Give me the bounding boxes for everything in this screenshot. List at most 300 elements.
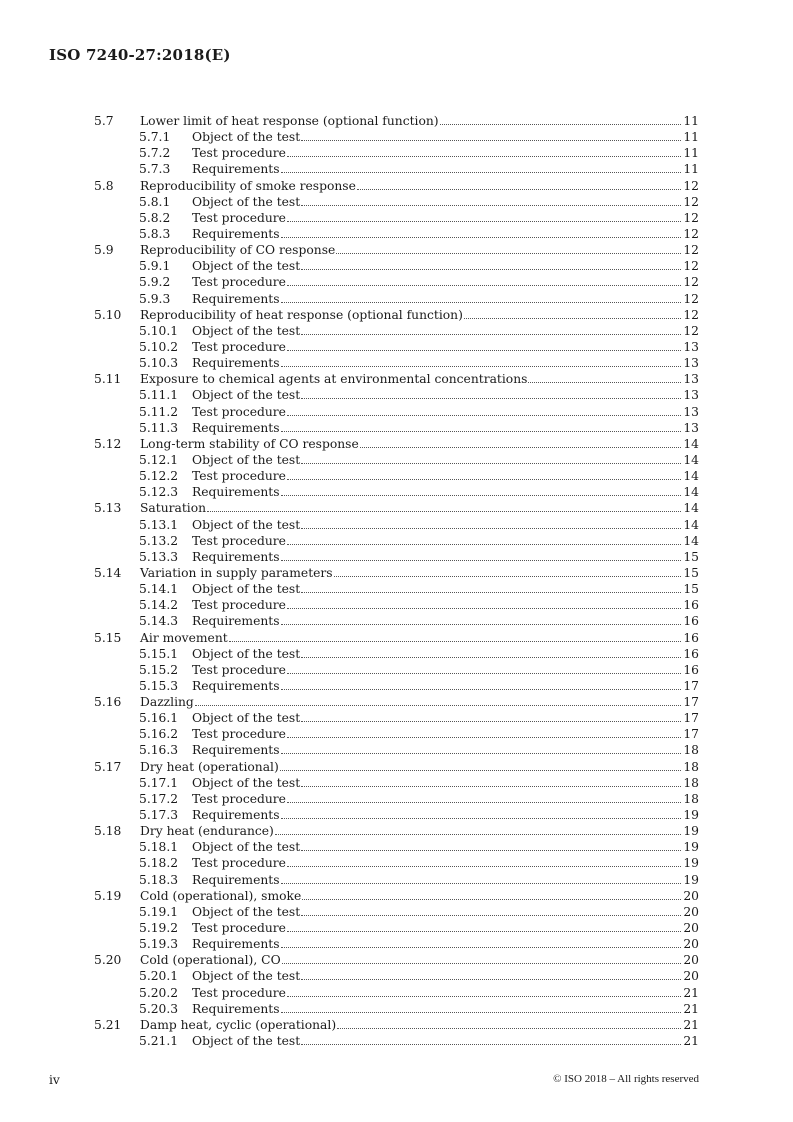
dot-leader [287, 920, 681, 932]
toc-entry[interactable] [94, 307, 699, 323]
toc-entry-page: 19 [683, 872, 699, 887]
toc-entry-title: Test procedure [192, 791, 286, 806]
toc-entry-line [192, 129, 699, 145]
toc-entry-title: Object of the test [192, 582, 301, 597]
toc-entry-page: 19 [683, 856, 699, 871]
toc-entry-title: Object of the test [192, 323, 301, 338]
toc-entry-line [192, 678, 699, 694]
toc-entry[interactable] [94, 194, 699, 210]
toc-entry-page: 17 [683, 678, 699, 693]
toc-entry-line [140, 888, 699, 904]
toc-entry[interactable] [94, 1033, 699, 1049]
toc-entry-title: Test procedure [192, 469, 286, 484]
toc-entry-title: Air movement [140, 630, 228, 645]
toc-entry-line [192, 1033, 699, 1049]
toc-entry[interactable] [94, 710, 699, 726]
toc-entry-title: Test procedure [192, 404, 286, 419]
toc-entry-line [192, 452, 699, 468]
toc-entry-title: Dry heat (endurance) [140, 824, 274, 839]
toc-entry-line [192, 484, 699, 500]
dot-leader [302, 888, 681, 900]
toc-entry-title: Test procedure [192, 146, 286, 161]
toc-entry[interactable] [94, 613, 699, 629]
toc-entry-page: 18 [683, 791, 699, 806]
toc-entry-number: 5.17.2 [139, 791, 179, 806]
toc-entry-number: 5.9.3 [139, 291, 171, 306]
toc-entry-title: Object of the test [192, 840, 301, 855]
toc-entry-page: 11 [683, 146, 699, 161]
toc-entry-number: 5.17 [94, 759, 122, 774]
toc-entry-title: Cold (operational), CO [140, 953, 281, 968]
toc-entry-title: Reproducibility of smoke response [140, 178, 356, 193]
dot-leader [281, 484, 682, 496]
toc-entry[interactable] [94, 145, 699, 161]
toc-entry[interactable] [94, 742, 699, 758]
toc-entry-page: 14 [683, 533, 699, 548]
toc-entry[interactable] [94, 985, 699, 1001]
toc-entry[interactable] [94, 823, 699, 839]
toc-entry-line [192, 291, 699, 307]
toc-entry-number: 5.11.1 [139, 388, 179, 403]
toc-entry-page: 13 [683, 388, 699, 403]
toc-entry-title: Dazzling [140, 695, 194, 710]
dot-leader [464, 307, 681, 319]
toc-entry-number: 5.14 [94, 565, 122, 580]
toc-entry-line [192, 613, 699, 629]
toc-entry-page: 12 [683, 259, 699, 274]
toc-entry-line [192, 387, 699, 403]
toc-entry-title: Requirements [192, 226, 280, 241]
toc-entry[interactable] [94, 242, 699, 258]
toc-entry-number: 5.9.1 [139, 259, 171, 274]
toc-entry-number: 5.13.3 [139, 549, 179, 564]
toc-entry-line [140, 307, 699, 323]
toc-entry[interactable] [94, 839, 699, 855]
toc-entry-title: Object of the test [192, 904, 301, 919]
toc-entry-title: Object of the test [192, 194, 301, 209]
toc-entry-line [192, 920, 699, 936]
dot-leader [287, 662, 681, 674]
toc-entry-number: 5.11.2 [139, 404, 179, 419]
toc-entry-number: 5.19.1 [139, 904, 179, 919]
toc-entry-title: Requirements [192, 356, 280, 371]
dot-leader [281, 420, 682, 432]
toc-entry-number: 5.20.1 [139, 969, 179, 984]
toc-entry-number: 5.18.3 [139, 872, 179, 887]
dot-leader [281, 936, 682, 948]
toc-entry-page: 16 [683, 662, 699, 677]
toc-entry-page: 12 [683, 275, 699, 290]
toc-entry-line [140, 178, 699, 194]
toc-entry-title: Test procedure [192, 275, 286, 290]
toc-entry[interactable] [94, 274, 699, 290]
toc-entry-page: 20 [683, 921, 699, 936]
toc-entry-title: Requirements [192, 872, 280, 887]
toc-entry-title: Requirements [192, 937, 280, 952]
toc-entry-title: Test procedure [192, 921, 286, 936]
dot-leader [281, 613, 682, 625]
toc-entry-number: 5.10.3 [139, 356, 179, 371]
toc-entry-page: 14 [683, 469, 699, 484]
toc-entry-title: Test procedure [192, 533, 286, 548]
toc-entry-title: Reproducibility of heat response (optional function) [140, 307, 463, 322]
toc-entry-title: Object of the test [192, 969, 301, 984]
toc-entry-number: 5.18.1 [139, 840, 179, 855]
dot-leader [301, 646, 681, 658]
toc-entry-page: 17 [683, 695, 699, 710]
toc-entry[interactable] [94, 888, 699, 904]
toc-entry-title: Requirements [192, 678, 280, 693]
toc-entry[interactable] [94, 452, 699, 468]
toc-entry-number: 5.9 [94, 243, 114, 258]
toc-entry-title: Requirements [192, 808, 280, 823]
toc-entry-title: Object of the test [192, 452, 301, 467]
toc-entry[interactable] [94, 904, 699, 920]
toc-entry-page: 21 [683, 1034, 699, 1049]
toc-entry-title: Requirements [192, 162, 280, 177]
toc-entry-title: Test procedure [192, 985, 286, 1000]
toc-entry-line [140, 694, 699, 710]
toc-entry-page: 13 [683, 404, 699, 419]
toc-entry-line [192, 872, 699, 888]
toc-entry-title: Test procedure [192, 662, 286, 677]
toc-entry-number: 5.12.3 [139, 485, 179, 500]
toc-entry[interactable] [94, 484, 699, 500]
toc-entry[interactable] [94, 291, 699, 307]
dot-leader [287, 274, 681, 286]
dot-leader [281, 355, 682, 367]
toc-entry-number: 5.16.3 [139, 743, 179, 758]
toc-entry-title: Object of the test [192, 130, 301, 145]
copyright-notice: © ISO 2018 – All rights reserved [553, 1073, 699, 1085]
toc-entry-page: 15 [683, 582, 699, 597]
toc-entry-line [140, 823, 699, 839]
document-header: ISO 7240-27:2018(E) [49, 46, 231, 64]
dot-leader [528, 371, 681, 383]
dot-leader [337, 1017, 681, 1029]
toc-entry-title: Requirements [192, 1001, 280, 1016]
dot-leader [360, 436, 682, 448]
toc-entry-number: 5.7.1 [139, 130, 171, 145]
toc-entry-page: 16 [683, 614, 699, 629]
toc-entry-number: 5.19.3 [139, 937, 179, 952]
toc-entry-title: Test procedure [192, 598, 286, 613]
toc-entry-title: Damp heat, cyclic (operational) [140, 1017, 337, 1032]
toc-entry-page: 12 [683, 307, 699, 322]
toc-entry[interactable] [94, 759, 699, 775]
dot-leader [275, 823, 681, 835]
toc-entry-line [192, 581, 699, 597]
dot-leader [334, 565, 682, 577]
dot-leader [301, 194, 681, 206]
toc-entry-number: 5.18 [94, 824, 122, 839]
toc-entry-page: 20 [683, 969, 699, 984]
toc-entry-page: 14 [683, 452, 699, 467]
toc-entry-title: Cold (operational), smoke [140, 888, 302, 903]
toc-entry-title: Object of the test [192, 388, 301, 403]
toc-entry[interactable] [94, 339, 699, 355]
toc-entry[interactable] [94, 436, 699, 452]
toc-entry-number: 5.17.1 [139, 775, 179, 790]
dot-leader [301, 904, 681, 916]
dot-leader [282, 952, 682, 964]
toc-entry-number: 5.17.3 [139, 808, 179, 823]
toc-entry[interactable] [94, 517, 699, 533]
toc-entry[interactable] [94, 855, 699, 871]
toc-entry-number: 5.13.1 [139, 517, 179, 532]
table-of-contents [94, 113, 699, 1049]
toc-entry[interactable] [94, 1001, 699, 1017]
toc-entry[interactable] [94, 468, 699, 484]
toc-entry-line [140, 371, 699, 387]
toc-entry-line [140, 759, 699, 775]
toc-entry-page: 13 [683, 356, 699, 371]
toc-entry-page: 20 [683, 904, 699, 919]
toc-entry-line [192, 775, 699, 791]
toc-entry-page: 12 [683, 178, 699, 193]
toc-entry-page: 20 [683, 937, 699, 952]
toc-entry-number: 5.7.2 [139, 146, 171, 161]
toc-entry-number: 5.15.2 [139, 662, 179, 677]
dot-leader [287, 855, 681, 867]
toc-entry[interactable] [94, 678, 699, 694]
toc-entry-page: 11 [683, 162, 699, 177]
toc-entry[interactable] [94, 726, 699, 742]
toc-entry-line [192, 210, 699, 226]
toc-entry-number: 5.10.2 [139, 339, 179, 354]
dot-leader [301, 710, 681, 722]
toc-entry-page: 17 [683, 727, 699, 742]
toc-entry[interactable] [94, 775, 699, 791]
toc-entry[interactable] [94, 565, 699, 581]
toc-entry-line [192, 597, 699, 613]
toc-entry[interactable] [94, 630, 699, 646]
toc-entry-line [140, 630, 699, 646]
toc-entry[interactable] [94, 355, 699, 371]
toc-entry[interactable] [94, 161, 699, 177]
toc-entry-number: 5.18.2 [139, 856, 179, 871]
dot-leader [280, 759, 682, 771]
toc-entry-page: 18 [683, 759, 699, 774]
dot-leader [440, 113, 682, 125]
toc-entry-title: Variation in supply parameters [140, 565, 333, 580]
dot-leader [281, 872, 682, 884]
toc-entry-page: 19 [683, 808, 699, 823]
dot-leader [336, 242, 681, 254]
toc-entry-number: 5.16.1 [139, 711, 179, 726]
toc-entry[interactable] [94, 952, 699, 968]
dot-leader [301, 323, 681, 335]
toc-entry-number: 5.14.3 [139, 614, 179, 629]
toc-entry-title: Requirements [192, 420, 280, 435]
toc-entry-page: 14 [683, 501, 699, 516]
toc-entry-number: 5.13 [94, 501, 122, 516]
toc-entry-number: 5.15.1 [139, 646, 179, 661]
toc-entry[interactable] [94, 533, 699, 549]
toc-entry-page: 16 [683, 646, 699, 661]
toc-entry-page: 19 [683, 840, 699, 855]
toc-entry-line [192, 533, 699, 549]
toc-entry-line [192, 968, 699, 984]
toc-entry[interactable] [94, 597, 699, 613]
toc-entry-title: Requirements [192, 485, 280, 500]
dot-leader [301, 258, 681, 270]
toc-entry-line [192, 839, 699, 855]
dot-leader [281, 807, 682, 819]
toc-entry[interactable] [94, 1017, 699, 1033]
toc-entry-page: 11 [683, 114, 699, 128]
toc-entry-line [192, 355, 699, 371]
toc-entry-line [192, 710, 699, 726]
toc-entry-line [192, 855, 699, 871]
toc-entry-page: 12 [683, 323, 699, 338]
dot-leader [287, 404, 681, 416]
toc-entry-title: Object of the test [192, 1034, 301, 1049]
toc-entry-line [140, 952, 699, 968]
toc-entry-line [192, 404, 699, 420]
toc-entry[interactable] [94, 581, 699, 597]
toc-entry-line [192, 742, 699, 758]
toc-entry-page: 12 [683, 226, 699, 241]
toc-entry-line [192, 985, 699, 1001]
dot-leader [195, 694, 682, 706]
toc-entry-line [192, 274, 699, 290]
dot-leader [281, 1001, 682, 1013]
toc-entry[interactable] [94, 549, 699, 565]
toc-entry[interactable] [94, 258, 699, 274]
toc-entry-number: 5.12.2 [139, 469, 179, 484]
toc-entry-title: Test procedure [192, 856, 286, 871]
toc-entry-line [192, 904, 699, 920]
toc-entry[interactable] [94, 694, 699, 710]
dot-leader [287, 210, 681, 222]
toc-entry-line [192, 468, 699, 484]
toc-entry-page: 19 [683, 824, 699, 839]
dot-leader [301, 775, 681, 787]
toc-entry[interactable] [94, 371, 699, 387]
toc-entry-line [140, 1017, 699, 1033]
toc-entry[interactable] [94, 387, 699, 403]
toc-entry-title: Dry heat (operational) [140, 759, 279, 774]
toc-entry-page: 12 [683, 243, 699, 258]
toc-entry-page: 12 [683, 291, 699, 306]
toc-entry[interactable] [94, 646, 699, 662]
toc-entry-title: Exposure to chemical agents at environmental concentrations [140, 372, 528, 387]
toc-entry-number: 5.7 [94, 114, 114, 128]
toc-entry-title: Saturation [140, 501, 207, 516]
toc-entry-line [192, 323, 699, 339]
toc-entry-page: 13 [683, 339, 699, 354]
toc-entry[interactable] [94, 113, 699, 129]
toc-entry[interactable] [94, 129, 699, 145]
toc-entry-line [192, 726, 699, 742]
toc-entry-number: 5.9.2 [139, 275, 171, 290]
toc-entry-number: 5.21.1 [139, 1034, 179, 1049]
toc-entry[interactable] [94, 920, 699, 936]
dot-leader [301, 1033, 681, 1045]
toc-entry-page: 20 [683, 888, 699, 903]
toc-entry-line [140, 242, 699, 258]
dot-leader [229, 630, 682, 642]
dot-leader [281, 161, 682, 173]
toc-entry[interactable] [94, 968, 699, 984]
toc-entry-title: Test procedure [192, 210, 286, 225]
toc-entry-title: Test procedure [192, 339, 286, 354]
dot-leader [281, 226, 682, 238]
dot-leader [301, 968, 681, 980]
toc-entry-number: 5.15.3 [139, 678, 179, 693]
dot-leader [301, 581, 681, 593]
dot-leader [287, 533, 681, 545]
toc-entry-page: 20 [683, 953, 699, 968]
dot-leader [301, 839, 681, 851]
toc-entry-number: 5.8.1 [139, 194, 171, 209]
page-number: iv [49, 1073, 60, 1087]
toc-entry[interactable] [94, 404, 699, 420]
toc-entry-number: 5.19.2 [139, 921, 179, 936]
toc-entry-number: 5.14.1 [139, 582, 179, 597]
toc-entry-number: 5.8.3 [139, 226, 171, 241]
toc-entry[interactable] [94, 323, 699, 339]
toc-entry[interactable] [94, 662, 699, 678]
dot-leader [301, 452, 681, 464]
toc-entry-title: Object of the test [192, 517, 301, 532]
toc-entry-page: 18 [683, 775, 699, 790]
toc-entry-number: 5.21 [94, 1017, 122, 1032]
toc-entry[interactable] [94, 791, 699, 807]
toc-entry-page: 17 [683, 711, 699, 726]
toc-entry[interactable] [94, 210, 699, 226]
toc-entry-page: 12 [683, 210, 699, 225]
toc-entry-title: Object of the test [192, 775, 301, 790]
toc-entry-page: 14 [683, 517, 699, 532]
toc-entry-line [192, 646, 699, 662]
dot-leader [287, 145, 681, 157]
toc-entry[interactable] [94, 872, 699, 888]
dot-leader [281, 291, 682, 303]
toc-entry-line [192, 194, 699, 210]
toc-entry-page: 14 [683, 485, 699, 500]
toc-entry-title: Test procedure [192, 727, 286, 742]
toc-entry-number: 5.19 [94, 888, 122, 903]
toc-entry[interactable] [94, 226, 699, 242]
toc-entry-title: Requirements [192, 614, 280, 629]
toc-entry-page: 12 [683, 194, 699, 209]
toc-entry[interactable] [94, 936, 699, 952]
toc-entry-number: 5.15 [94, 630, 122, 645]
dot-leader [287, 791, 681, 803]
toc-entry-page: 21 [683, 985, 699, 1000]
toc-entry-number: 5.7.3 [139, 162, 171, 177]
toc-entry-page: 16 [683, 630, 699, 645]
dot-leader [357, 178, 681, 190]
toc-entry-line [192, 936, 699, 952]
toc-entry-number: 5.8 [94, 178, 114, 193]
toc-entry-title: Object of the test [192, 259, 301, 274]
toc-entry[interactable] [94, 807, 699, 823]
toc-entry-title: Object of the test [192, 646, 301, 661]
toc-entry[interactable] [94, 500, 699, 516]
toc-entry[interactable] [94, 178, 699, 194]
dot-leader [301, 129, 681, 141]
toc-entry-line [192, 161, 699, 177]
toc-entry-title: Requirements [192, 291, 280, 306]
toc-entry[interactable] [94, 420, 699, 436]
toc-entry-number: 5.16 [94, 695, 122, 710]
toc-entry-number: 5.12 [94, 436, 122, 451]
toc-entry-line [192, 145, 699, 161]
toc-entry-line [192, 791, 699, 807]
